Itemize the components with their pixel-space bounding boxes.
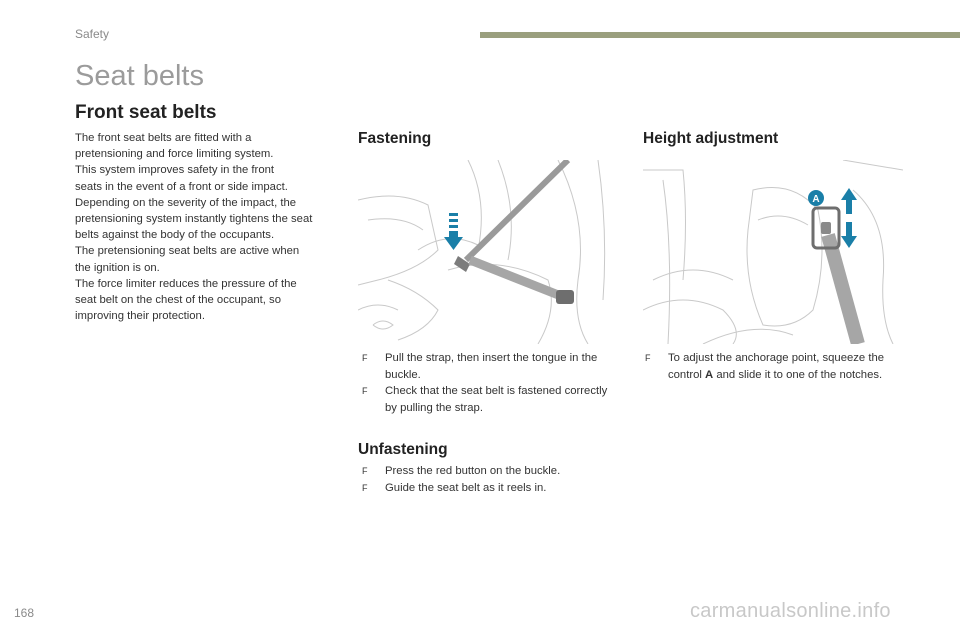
intro-line: seat belt on the chest of the occupant, so (75, 294, 281, 307)
fastening-illustration (358, 160, 616, 344)
section-subtitle: Front seat belts (75, 102, 217, 123)
callout-a-label: A (812, 194, 820, 205)
list-item: F Press the red button on the buckle. (362, 465, 561, 477)
intro-line: pretensioning system instantly tightens the seat (75, 213, 313, 226)
fastening-steps (362, 350, 618, 416)
page-title: Seat belts (75, 60, 204, 92)
buckle-stalk (470, 260, 566, 298)
fastening-heading: Fastening (358, 130, 432, 147)
height-adjustment-illustration (643, 160, 903, 344)
intro-line: The pretensioning seat belts are active when (75, 245, 300, 258)
list-item: F Pull the strap, then insert the tongue in the buckle. (362, 352, 598, 381)
watermark: carmanualsonline.info (690, 600, 891, 622)
section-label: Safety (75, 27, 110, 41)
intro-paragraph (75, 130, 345, 324)
intro-line: the ignition is on. (75, 261, 160, 274)
belt-strap (828, 235, 858, 344)
buckle (556, 290, 574, 304)
intro-line: belts against the body of the occupants. (75, 229, 275, 242)
intro-line: The force limiter reduces the pressure of the (75, 277, 297, 290)
intro-line: pretensioning and force limiting system. (75, 148, 274, 161)
intro-line: The front seat belts are fitted with a (75, 132, 252, 144)
header-rule (480, 32, 960, 38)
height-adjustment-heading: Height adjustment (643, 130, 779, 147)
intro-line: This system improves safety in the front (75, 164, 275, 177)
anchorage-slider (821, 222, 831, 234)
unfastening-steps (362, 463, 618, 496)
page-number: 168 (14, 606, 35, 620)
list-item: F To adjust the anchorage point, squeeze the control A and slide it to one of the notches. (645, 352, 885, 381)
height-adjustment-steps (645, 350, 907, 383)
up-down-arrow-icon (841, 188, 857, 248)
intro-line: seats in the event of a front or side impact. (75, 180, 288, 193)
unfastening-heading: Unfastening (358, 441, 448, 458)
intro-line: improving their protection. (75, 310, 205, 323)
list-item: F Guide the seat belt as it reels in. (362, 481, 547, 494)
pull-arrow-icon (444, 213, 463, 250)
intro-line: Depending on the severity of the impact, the (75, 196, 297, 209)
list-item: F Check that the seat belt is fastened correctly by pulling the strap. (362, 385, 608, 414)
